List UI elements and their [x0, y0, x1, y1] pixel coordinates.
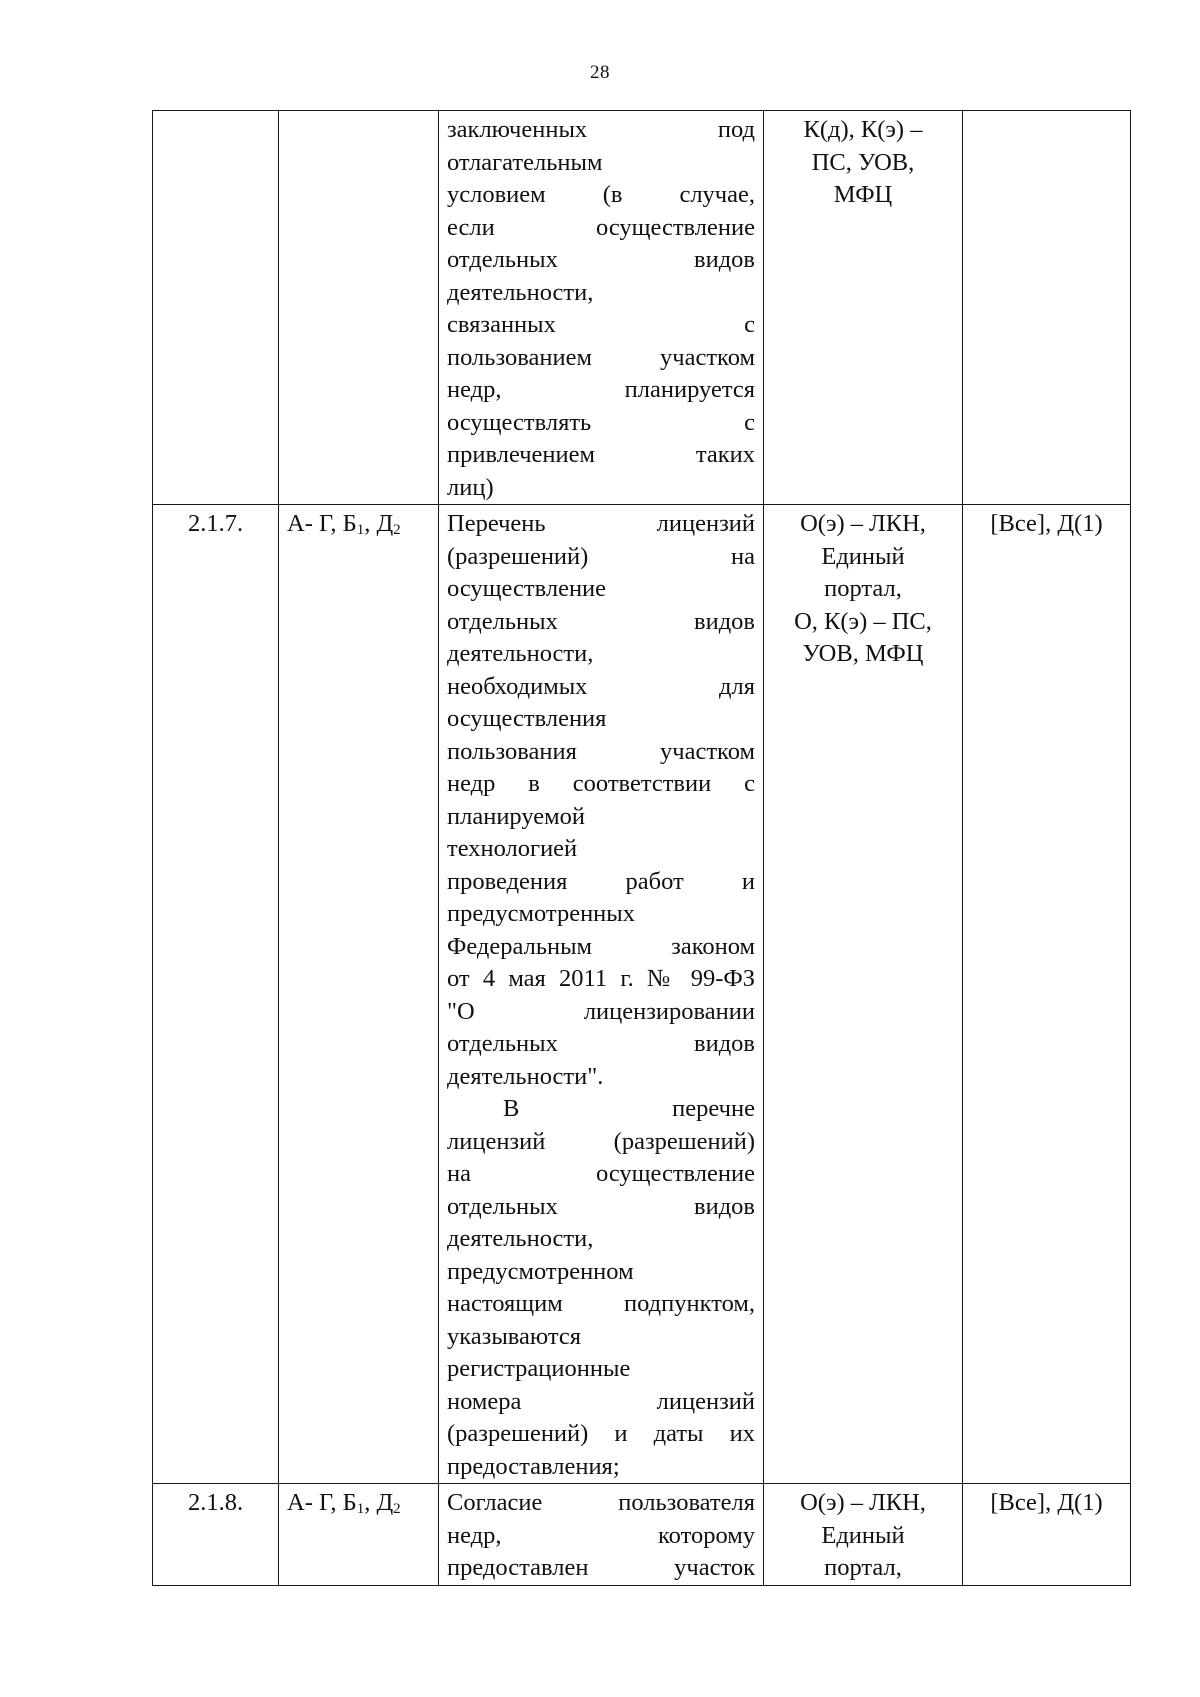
description-line: Согласие пользователя	[447, 1489, 755, 1516]
description-line: предоставлен участок	[447, 1554, 755, 1581]
description-line: заключенных под	[447, 116, 755, 143]
description-line: регистрационные	[447, 1355, 631, 1382]
description-line: отлагательным	[447, 148, 603, 176]
description-line: отдельных видов	[447, 1192, 755, 1220]
table-row	[153, 111, 1131, 505]
description-line: деятельности,	[447, 1225, 594, 1252]
description-line: недр, которому	[447, 1521, 755, 1549]
description-line: от 4 мая 2011 г. № 99-ФЗ	[447, 965, 755, 992]
category-text: А- Г, Б	[287, 1489, 357, 1516]
description-line: осуществления	[447, 705, 607, 732]
description-line: Федеральным законом	[447, 932, 755, 960]
source-line: Единый	[821, 1521, 905, 1549]
category-text: , Д	[364, 1489, 394, 1516]
category-subscript: 2	[393, 522, 401, 538]
description-line: деятельности,	[447, 278, 594, 306]
description-cell	[439, 1484, 764, 1586]
description-line: "О лицензировании	[447, 997, 755, 1025]
category-text: , Д	[364, 510, 394, 537]
description-line: недр, планируется	[447, 376, 755, 403]
category-subscript: 1	[356, 1501, 365, 1517]
source-cell	[764, 1484, 963, 1586]
source-line: О(э) – ЛКН,	[800, 1489, 926, 1516]
source-line: УОВ, МФЦ	[802, 640, 924, 667]
category-cell	[279, 1484, 439, 1586]
description-line: отдельных видов	[447, 246, 755, 273]
description-line: деятельности".	[447, 1062, 604, 1090]
table-row	[153, 505, 1131, 1484]
description-line: деятельности,	[447, 640, 594, 667]
description-line: лицензий (разрешений)	[447, 1127, 755, 1155]
description-line: пользованием участком	[447, 343, 755, 371]
description-line: пользования участком	[447, 737, 755, 765]
page-number: 28	[590, 62, 610, 83]
category-cell	[279, 111, 439, 505]
source-line: К(д), К(э) –	[803, 116, 923, 143]
item-number-cell: 2.1.8.	[153, 1484, 279, 1586]
description-line: лиц)	[447, 473, 494, 501]
description-line: указываются	[447, 1322, 582, 1350]
item-number-cell	[153, 111, 279, 505]
description-line: В перечне	[503, 1095, 755, 1122]
description-line: на осуществление	[447, 1160, 755, 1187]
description-line: (разрешений) на	[447, 542, 755, 570]
description-line: недр в соответствии с	[447, 770, 755, 797]
source-line: О(э) – ЛКН,	[800, 510, 926, 537]
scope-cell	[963, 111, 1131, 505]
source-cell	[764, 111, 963, 505]
description-line: номера лицензий	[447, 1387, 755, 1415]
table-row	[153, 1484, 1131, 1586]
scope-cell: [Все], Д(1)	[963, 1484, 1131, 1586]
category-cell	[279, 505, 439, 1484]
description-line: отдельных видов	[447, 607, 755, 635]
description-line: проведения работ и	[447, 867, 755, 895]
requirements-table	[152, 110, 1131, 1586]
description-line: планируемой	[447, 802, 586, 830]
description-line: условием (в случае,	[447, 181, 755, 208]
description-line: необходимых для	[447, 672, 755, 700]
description-line: предоставления;	[447, 1452, 620, 1480]
description-line: настоящим подпунктом,	[447, 1290, 755, 1317]
category-subscript: 2	[393, 1501, 401, 1517]
description-line: предусмотренных	[447, 900, 635, 927]
description-line: привлечением таких	[447, 441, 755, 468]
description-line: Перечень лицензий	[447, 510, 755, 537]
description-line: (разрешений) и даты их	[447, 1420, 755, 1447]
category-subscript: 1	[356, 522, 365, 538]
description-line: технологией	[447, 835, 578, 862]
source-line: ПС, УОВ,	[811, 148, 915, 176]
source-line: МФЦ	[833, 181, 893, 208]
description-line: отдельных видов	[447, 1030, 755, 1057]
description-cell	[439, 111, 764, 505]
scope-cell: [Все], Д(1)	[963, 505, 1131, 1484]
description-line: если осуществление	[447, 213, 755, 241]
description-line: предусмотренном	[447, 1257, 634, 1285]
source-line: Единый	[821, 542, 905, 570]
description-line: связанных с	[447, 311, 755, 338]
category-text: А- Г, Б	[287, 510, 357, 537]
description-cell	[439, 505, 764, 1484]
description-line: осуществлять с	[447, 408, 755, 436]
item-number-cell: 2.1.7.	[153, 505, 279, 1484]
source-line: портал,	[824, 1554, 902, 1581]
source-cell	[764, 505, 963, 1484]
description-line: осуществление	[447, 575, 607, 602]
source-line: портал,	[824, 575, 902, 602]
source-line: О, К(э) – ПС,	[794, 607, 932, 635]
